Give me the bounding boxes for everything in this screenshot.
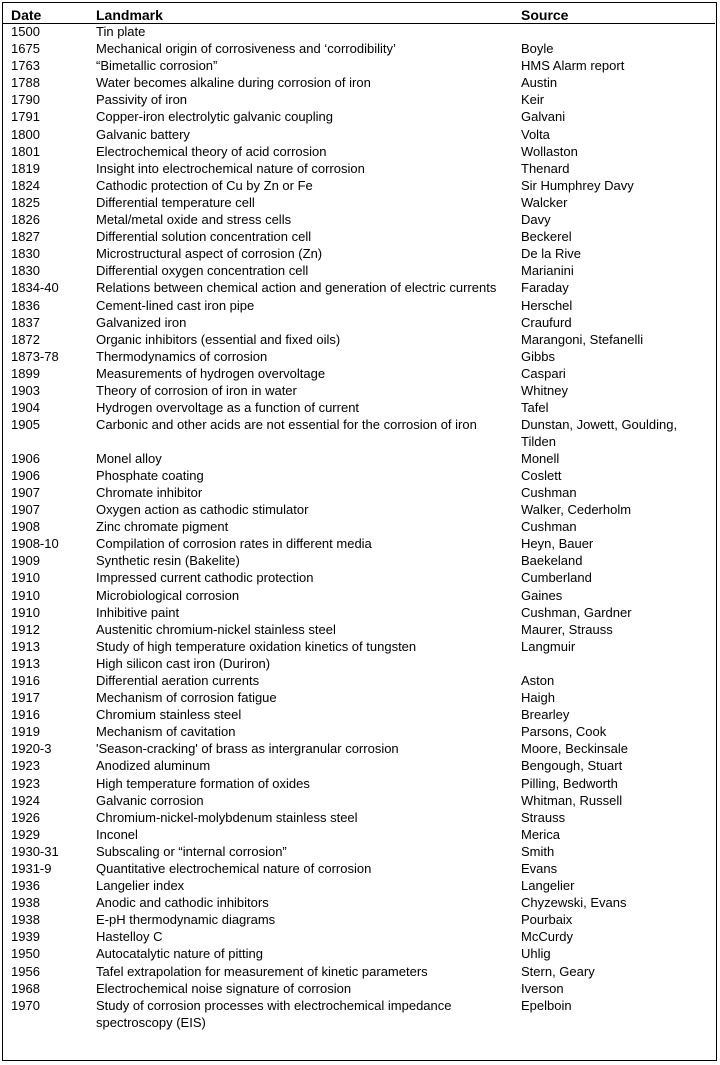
landmark-cell: Zinc chromate pigment (96, 519, 229, 535)
source-cell: Maurer, Strauss (521, 621, 613, 637)
source-cell: Gaines (521, 587, 563, 603)
landmark-cell: Measurements of hydrogen overvoltage (96, 365, 326, 381)
source-cell: Langmuir (521, 638, 576, 654)
date-cell: 1837 (11, 314, 40, 330)
table-row (3, 827, 715, 844)
date-cell: 1824 (11, 177, 40, 193)
date-cell: 1907 (11, 502, 40, 518)
landmark-cell: Synthetic resin (Bakelite) (96, 553, 240, 569)
date-cell: 1872 (11, 331, 40, 347)
date-cell: 1923 (11, 775, 40, 791)
date-cell: 1968 (11, 980, 40, 996)
table-row (3, 280, 715, 297)
date-cell: 1873-78 (11, 348, 59, 364)
table-row (3, 144, 715, 161)
source-cell: Haigh (521, 690, 555, 706)
landmark-cell: Microbiological corrosion (96, 587, 240, 603)
table-row (3, 622, 715, 639)
landmark-cell: Anodic and cathodic inhibitors (96, 895, 269, 911)
source-cell: Iverson (521, 980, 564, 996)
date-cell: 1763 (11, 58, 40, 74)
table-row (3, 519, 715, 536)
table-row (3, 570, 715, 587)
date-cell: 1926 (11, 809, 40, 825)
source-cell: Faraday (521, 280, 569, 296)
landmark-cell: Theory of corrosion of iron in water (96, 382, 297, 398)
source-cell: Galvani (521, 109, 566, 125)
table-row (3, 161, 715, 178)
landmark-cell: Study of high temperature oxidation kinetics of tungsten (96, 638, 417, 654)
date-cell: 1801 (11, 143, 40, 159)
landmark-cell: Chromate inhibitor (96, 484, 203, 500)
table-row (3, 246, 715, 263)
table-row (3, 707, 715, 724)
landmark-cell: 'Season-cracking' of brass as intergranular corrosion (96, 741, 399, 757)
table-row (3, 810, 715, 827)
source-cell: Pilling, Bedworth (521, 775, 618, 791)
date-cell: 1908-10 (11, 536, 59, 552)
source-cell: Parsons, Cook (521, 724, 607, 740)
date-cell: 1905 (11, 417, 40, 433)
source-cell: Caspari (521, 365, 566, 381)
source-cell: Strauss (521, 809, 566, 825)
landmark-cell: Cement-lined cast iron pipe (96, 297, 255, 313)
date-header: Date (3, 3, 87, 24)
date-cell: 1908 (11, 519, 40, 535)
source-cell: Cushman, Gardner (521, 604, 632, 620)
table-row (3, 758, 715, 775)
table-row (3, 195, 715, 212)
landmark-cell: Langelier index (96, 878, 185, 894)
landmark-cell: Cathodic protection of Cu by Zn or Fe (96, 177, 313, 193)
source-cell: Volta (521, 126, 550, 142)
source-cell: Coslett (521, 467, 562, 483)
landmark-cell: Water becomes alkaline during corrosion of iron (96, 75, 371, 91)
source-cell: Wollaston (521, 143, 578, 159)
landmark-cell: Phosphate coating (96, 467, 204, 483)
table-row (3, 878, 715, 895)
table-row (3, 861, 715, 878)
table-row (3, 400, 715, 417)
source-cell: Thenard (521, 160, 570, 176)
table-row (3, 41, 715, 58)
table-row (3, 588, 715, 605)
landmark-cell: Organic inhibitors (essential and fixed oils) (96, 331, 341, 347)
table-row (3, 895, 715, 912)
landmark-cell: Mechanism of corrosion fatigue (96, 690, 277, 706)
date-cell: 1916 (11, 672, 40, 688)
source-cell: Brearley (521, 707, 570, 723)
date-cell: 1800 (11, 126, 40, 142)
source-cell: Craufurd (521, 314, 572, 330)
table-row (3, 229, 715, 246)
date-cell: 1910 (11, 570, 40, 586)
landmark-cell: Autocatalytic nature of pitting (96, 946, 263, 962)
table-row (3, 485, 715, 502)
date-cell: 1907 (11, 484, 40, 500)
date-cell: 1834-40 (11, 280, 59, 296)
landmark-cell: Hydrogen overvoltage as a function of current (96, 400, 360, 416)
landmark-cell: High silicon cast iron (Duriron) (96, 655, 271, 671)
date-cell: 1950 (11, 946, 40, 962)
source-cell: Whitney (521, 382, 568, 398)
table-row (3, 981, 715, 998)
landmark-cell: Mechanism of cavitation (96, 724, 236, 740)
date-cell: 1912 (11, 621, 40, 637)
source-cell: Walcker (521, 194, 568, 210)
source-cell: Sir Humphrey Davy (521, 177, 634, 193)
landmark-cell: Galvanic corrosion (96, 792, 204, 808)
source-cell: Cumberland (521, 570, 592, 586)
landmark-cell: Monel alloy (96, 450, 162, 466)
source-cell: Epelboin (521, 997, 572, 1013)
source-cell (512, 656, 715, 673)
source-cell: Cushman (521, 484, 577, 500)
table-row (3, 383, 715, 400)
date-cell: 1970 (11, 997, 40, 1013)
source-cell: Cushman (521, 519, 577, 535)
date-cell: 1826 (11, 212, 40, 228)
table-row (3, 690, 715, 707)
date-cell: 1836 (11, 297, 40, 313)
source-cell: Monell (521, 450, 560, 466)
date-cell: 1909 (11, 553, 40, 569)
landmark-cell: Differential oxygen concentration cell (96, 263, 309, 279)
landmark-cell: Hastelloy C (96, 929, 163, 945)
source-cell: Moore, Beckinsale (521, 741, 628, 757)
table-row (3, 468, 715, 485)
source-cell: Aston (521, 672, 555, 688)
date-cell: 1910 (11, 587, 40, 603)
landmark-cell: Metal/metal oxide and stress cells (96, 212, 292, 228)
date-cell: 1830 (11, 246, 40, 262)
source-cell: Chyzewski, Evans (521, 895, 627, 911)
date-cell: 1906 (11, 450, 40, 466)
landmark-cell: Chromium-nickel-molybdenum stainless steel (96, 809, 358, 825)
date-cell: 1913 (11, 655, 40, 671)
source-cell: Pourbaix (521, 912, 573, 928)
table-row (3, 75, 715, 92)
table-row (3, 502, 715, 519)
landmark-cell: Differential temperature cell (96, 194, 255, 210)
date-cell: 1910 (11, 604, 40, 620)
table-row (3, 793, 715, 810)
source-cell: Beckerel (521, 229, 572, 245)
source-cell: Uhlig (521, 946, 551, 962)
table-row (3, 366, 715, 383)
table-row (3, 212, 715, 229)
landmark-cell: Compilation of corrosion rates in different media (96, 536, 372, 552)
landmark-cell: Study of corrosion processes with electrochemical impedance spectroscopy (EIS) (96, 997, 452, 1030)
table-row (3, 109, 715, 126)
landmark-cell: Chromium stainless steel (96, 707, 242, 723)
source-cell: Smith (521, 843, 555, 859)
table-row (3, 844, 715, 861)
date-cell: 1899 (11, 365, 40, 381)
source-cell: Dunstan, Jowett, Goulding, Tilden (521, 417, 678, 449)
table-row (3, 298, 715, 315)
source-cell: HMS Alarm report (521, 58, 625, 74)
landmark-cell: High temperature formation of oxides (96, 775, 310, 791)
source-cell: Keir (521, 92, 545, 108)
landmark-cell: Relations between chemical action and generation of electric currents (96, 280, 497, 296)
landmark-cell: Galvanized iron (96, 314, 187, 330)
landmark-cell: Anodized aluminum (96, 758, 211, 774)
header-row (3, 3, 715, 24)
table-row (3, 929, 715, 946)
date-cell: 1903 (11, 382, 40, 398)
date-cell: 1929 (11, 826, 40, 842)
source-cell: Heyn, Bauer (521, 536, 594, 552)
table-row (3, 912, 715, 929)
table-row (3, 998, 715, 1032)
date-cell: 1931-9 (11, 861, 52, 876)
source-cell (512, 24, 715, 42)
source-cell: Whitman, Russell (521, 792, 623, 808)
landmark-cell: Oxygen action as cathodic stimulator (96, 502, 309, 518)
corrosion-landmarks-table (3, 3, 715, 1031)
table-row (3, 639, 715, 656)
source-cell: Austin (521, 75, 558, 91)
date-cell: 1924 (11, 792, 40, 808)
source-cell: Walker, Cederholm (521, 502, 632, 518)
landmark-cell: Electrochemical noise signature of corrosion (96, 980, 352, 996)
landmark-header: Landmark (87, 3, 512, 24)
table-row (3, 58, 715, 75)
table-row (3, 656, 715, 673)
source-cell: De la Rive (521, 246, 581, 262)
date-cell: 1939 (11, 929, 40, 945)
table-row (3, 553, 715, 570)
landmark-cell: Subscaling or “internal corrosion” (96, 843, 287, 859)
table-row (3, 946, 715, 963)
date-cell: 1930-31 (11, 843, 59, 859)
landmark-cell: Inhibitive paint (96, 604, 180, 620)
source-cell: Tafel (521, 400, 549, 416)
landmark-cell: Differential aeration currents (96, 672, 260, 688)
source-cell: Langelier (521, 878, 575, 894)
table-row (3, 349, 715, 366)
date-cell: 1791 (11, 109, 40, 125)
table-row (3, 964, 715, 981)
table-row (3, 127, 715, 144)
source-cell: Davy (521, 212, 551, 228)
table-row (3, 315, 715, 332)
table-row (3, 332, 715, 349)
table-row (3, 24, 715, 42)
landmark-cell: Electrochemical theory of acid corrosion (96, 143, 327, 159)
source-cell: Merica (521, 826, 561, 842)
date-cell: 1917 (11, 690, 40, 706)
landmark-cell: Thermodynamics of corrosion (96, 348, 268, 364)
date-cell: 1825 (11, 194, 40, 210)
source-header: Source (512, 3, 715, 24)
date-cell: 1819 (11, 160, 40, 176)
date-cell: 1790 (11, 92, 40, 108)
landmark-cell: Mechanical origin of corrosiveness and ‘corrodibility’ (96, 41, 396, 57)
landmark-cell: Tafel extrapolation for measurement of kinetic parameters (96, 963, 428, 979)
landmark-cell: “Bimetallic corrosion” (96, 58, 218, 74)
date-cell: 1788 (11, 75, 40, 91)
date-cell: 1913 (11, 638, 40, 654)
source-cell: Marianini (521, 263, 574, 279)
date-cell: 1675 (11, 41, 40, 57)
table-row (3, 536, 715, 553)
table-row (3, 605, 715, 622)
landmark-cell: Tin plate (96, 24, 146, 39)
landmark-cell: Impressed current cathodic protection (96, 570, 314, 586)
date-cell: 1916 (11, 707, 40, 723)
landmark-cell: Quantitative electrochemical nature of corrosion (96, 861, 372, 876)
source-cell: Baekeland (521, 553, 583, 569)
landmark-cell: E-pH thermodynamic diagrams (96, 912, 276, 928)
date-cell: 1919 (11, 724, 40, 740)
date-cell: 1938 (11, 912, 40, 928)
date-cell: 1906 (11, 467, 40, 483)
landmark-cell: Differential solution concentration cell (96, 229, 312, 245)
table-row (3, 776, 715, 793)
date-cell: 1500 (11, 24, 40, 39)
landmark-cell: Copper-iron electrolytic galvanic coupling (96, 109, 334, 125)
landmark-cell: Carbonic and other acids are not essential for the corrosion of iron (96, 417, 477, 433)
date-cell: 1938 (11, 895, 40, 911)
source-cell: Evans (521, 861, 558, 876)
date-cell: 1920-3 (11, 741, 52, 757)
source-cell: Stern, Geary (521, 963, 595, 979)
date-cell: 1956 (11, 963, 40, 979)
table-row (3, 417, 715, 451)
landmark-cell: Galvanic battery (96, 126, 190, 142)
date-cell: 1936 (11, 878, 40, 894)
date-cell: 1923 (11, 758, 40, 774)
table-row (3, 178, 715, 195)
source-cell: McCurdy (521, 929, 574, 945)
source-cell: Herschel (521, 297, 573, 313)
source-cell: Gibbs (521, 348, 555, 364)
landmark-cell: Passivity of iron (96, 92, 188, 108)
date-cell: 1830 (11, 263, 40, 279)
date-cell: 1904 (11, 400, 40, 416)
table-row (3, 741, 715, 758)
landmark-cell: Austenitic chromium-nickel stainless steel (96, 621, 336, 637)
source-cell: Marangoni, Stefanelli (521, 331, 644, 347)
table-row (3, 724, 715, 741)
source-cell: Bengough, Stuart (521, 758, 623, 774)
source-cell: Boyle (521, 41, 554, 57)
table-row (3, 451, 715, 468)
landmark-cell: Microstructural aspect of corrosion (Zn) (96, 246, 323, 262)
table-row (3, 673, 715, 690)
date-cell: 1827 (11, 229, 40, 245)
landmark-cell: Inconel (96, 826, 138, 842)
table-row (3, 263, 715, 280)
table-row (3, 92, 715, 109)
landmark-cell: Insight into electrochemical nature of corrosion (96, 160, 365, 176)
